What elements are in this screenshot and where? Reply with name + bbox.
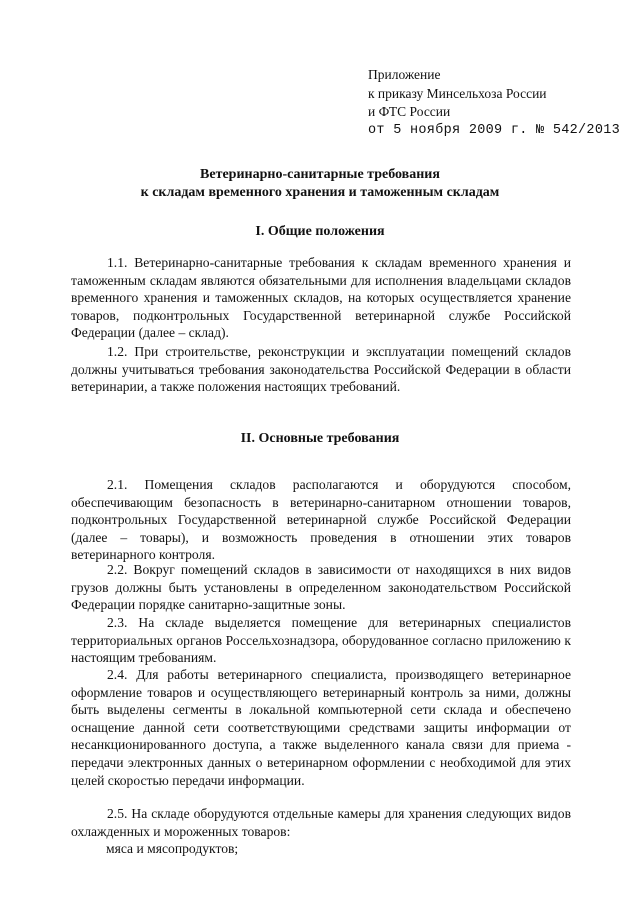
appendix-line-2: к приказу Минсельхоза России	[368, 85, 547, 101]
document-title	[70, 166, 570, 202]
appendix-line-4: от 5 ноября 2009 г. № 542/2013	[368, 122, 621, 138]
section-2-heading: II. Основные требования	[240, 431, 400, 446]
paragraph-1-1: 1.1. Ветеринарно-санитарные требования к складам временного хранения и таможенным складам являются обязательными для исполнения владельцами складов временного хранения и таможенных складов, на которых осуществляется хранение товаров, подконтрольных Государственной ветеринарной службе Российской Федерации (далее – склад).	[71, 255, 571, 341]
paragraph-2-5: 2.5. На складе оборудуются отдельные камеры для хранения следующих видов охлажденных и мороженных товаров:	[71, 806, 571, 839]
appendix-line-3: и ФТС России	[368, 104, 451, 119]
paragraph-2-4: 2.4. Для работы ветеринарного специалиста, производящего ветеринарное оформление товаров и осуществляющего ветеринарный контроль за ними, должны быть выделены сегменты в локальной компьютерной сети склада и обеспечено оснащение данной сети соответствующими средствами защиты информации от несанкционированного доступа, а также выделенного канала связи для приема - передачи электронных данных о ветеринарном оформлении с необходимой для этих целей скоростью передачи информации.	[71, 667, 571, 788]
list-item-meat: мяса и мясопродуктов;	[106, 841, 239, 856]
appendix-line-1: Приложение	[368, 67, 441, 82]
paragraph-1-2: 1.2. При строительстве, реконструкции и эксплуатации помещений складов должны учитываться требования законодательства Российской Федерации в области ветеринарии, а также положения настоящих требований.	[71, 344, 571, 395]
paragraph-2-3: 2.3. На складе выделяется помещение для ветеринарных специалистов территориальных органов Россельхознадзора, оборудованное согласно приложению к настоящим требованиям.	[71, 615, 571, 666]
title-line-1: Ветеринарно-санитарные требования	[200, 167, 440, 182]
paragraph-2-2: 2.2. Вокруг помещений складов в зависимости от находящихся в них видов грузов должны быть установлены в определенном законодательством Российской Федерации порядке санитарно-защитные зоны.	[71, 562, 571, 613]
appendix-block	[368, 66, 628, 140]
section-1-heading: I. Общие положения	[255, 224, 385, 239]
paragraph-2-1: 2.1. Помещения складов располагаются и оборудуются способом, обеспечивающим безопасность в ветеринарно-санитарном отношении товаров, подконтрольных Государственной ветеринарной службе Российской Федерации (далее – товары), и возможность проведения в отношении этих товаров ветеринарного контроля.	[71, 477, 571, 563]
title-line-2: к складам временного хранения и таможенным складам	[140, 185, 500, 200]
